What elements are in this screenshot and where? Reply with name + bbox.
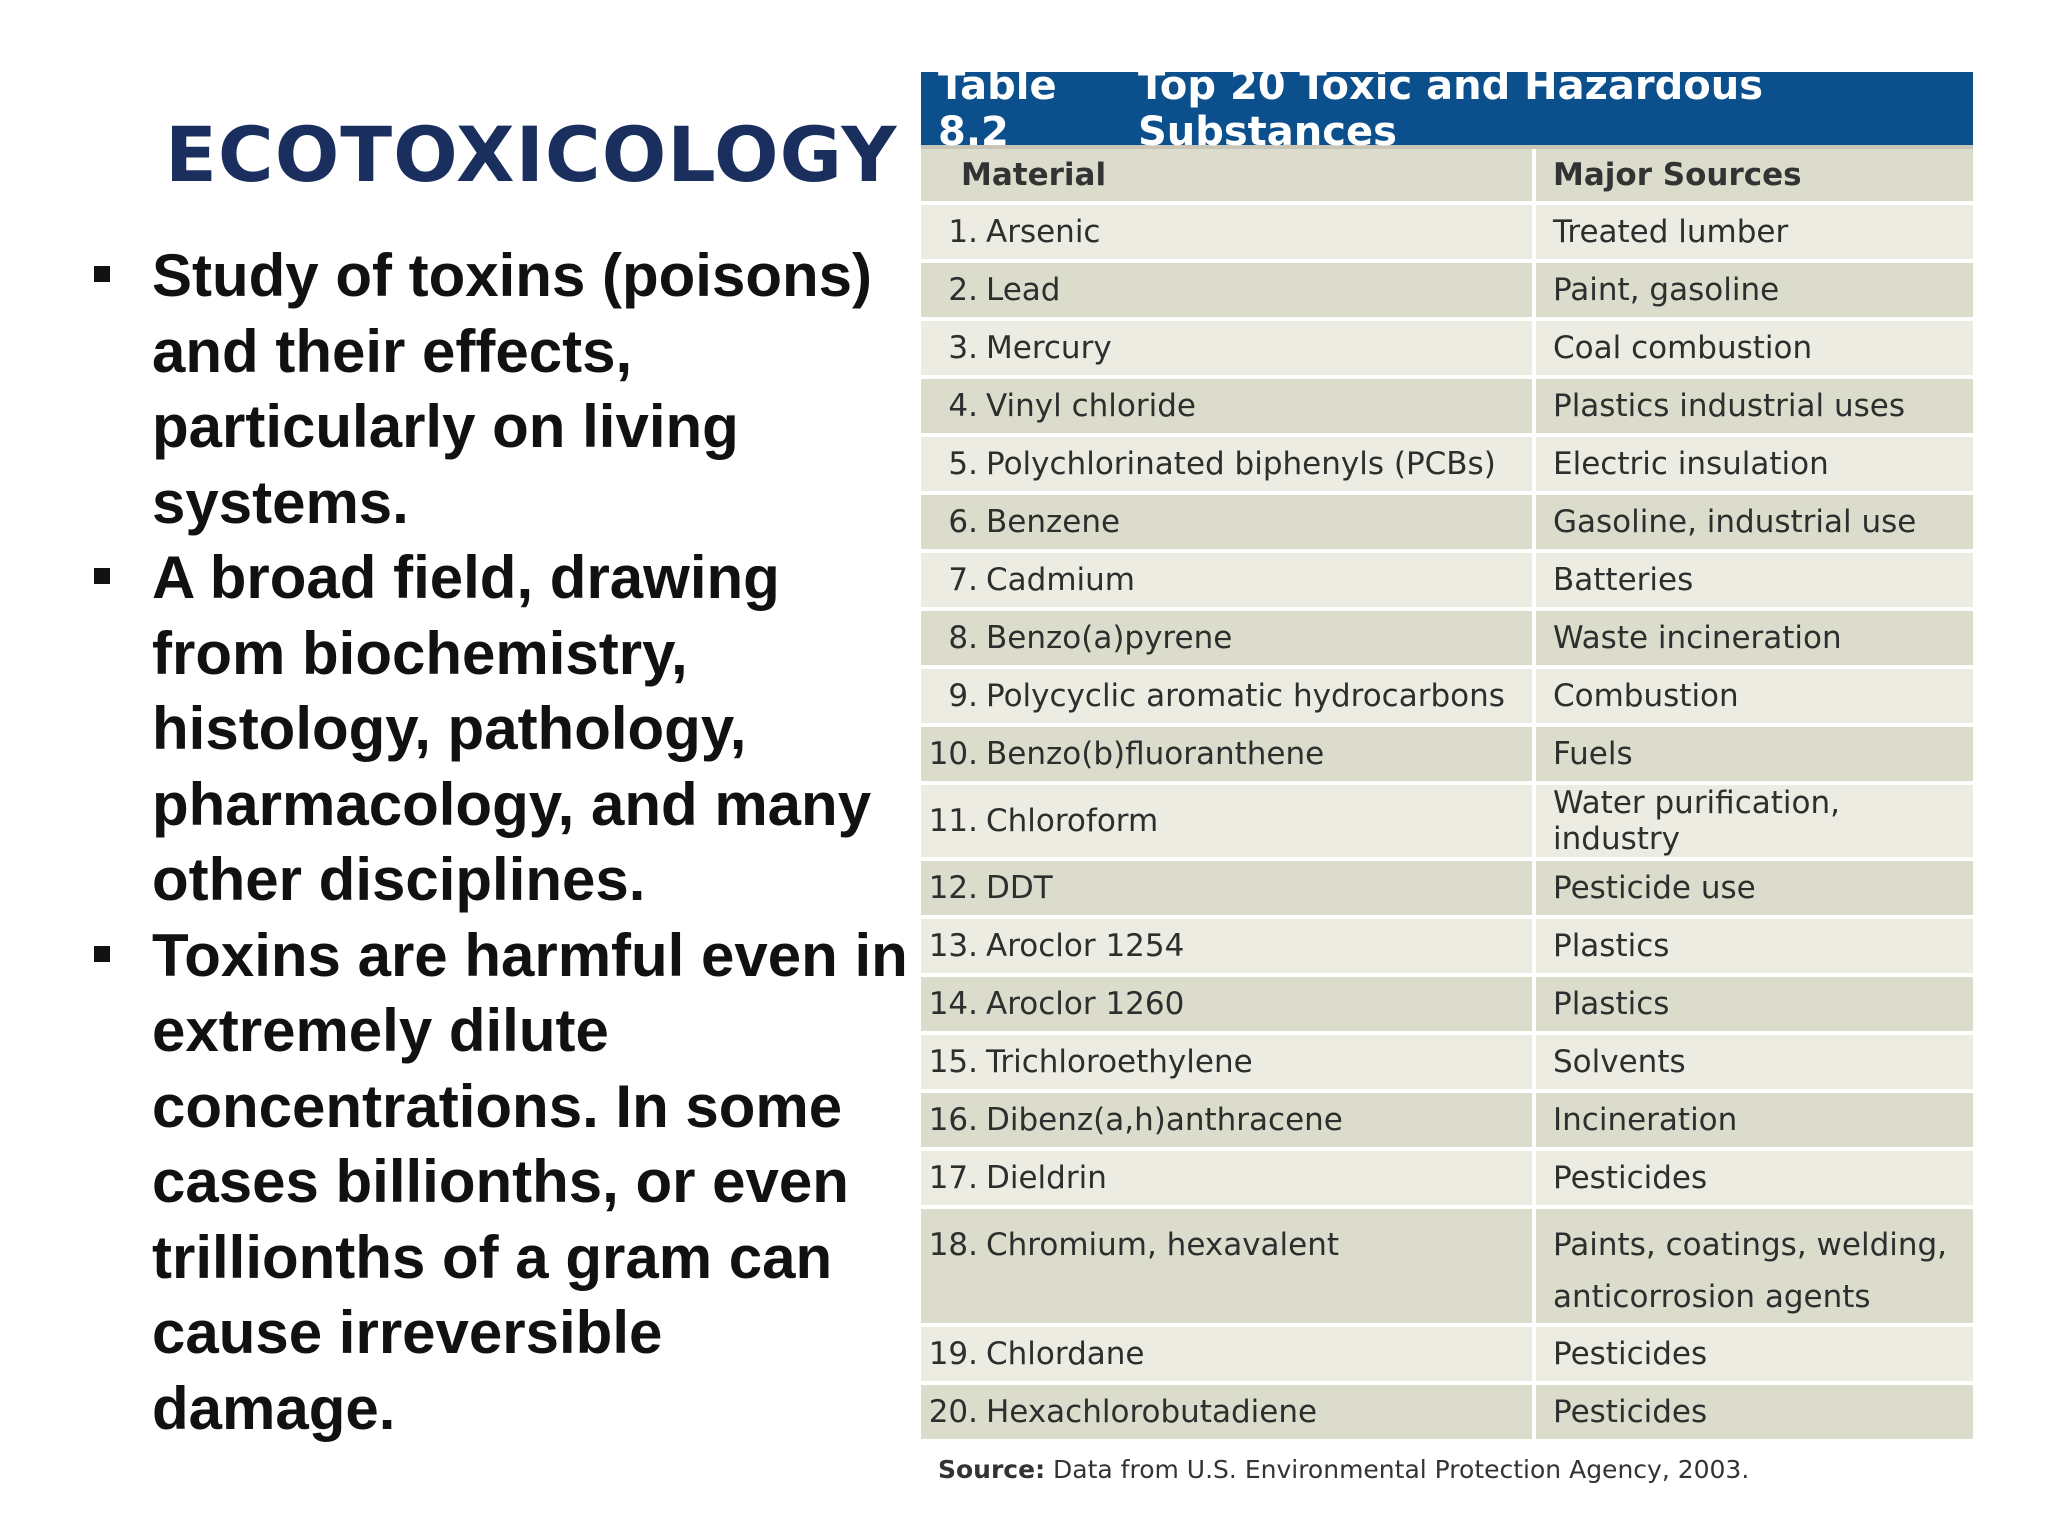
major-source-cell: Pesticides bbox=[1534, 1383, 1973, 1441]
material-cell bbox=[921, 917, 1534, 975]
row-number: 15. bbox=[928, 1044, 978, 1080]
material-cell bbox=[921, 493, 1534, 551]
material-cell bbox=[921, 435, 1534, 493]
substances-table-figure bbox=[921, 62, 1973, 1484]
material-name: Trichloroethylene bbox=[986, 1044, 1253, 1080]
material-cell bbox=[921, 1091, 1534, 1149]
bullet-list bbox=[88, 238, 908, 1446]
material-name: Arsenic bbox=[986, 214, 1101, 250]
material-cell bbox=[921, 551, 1534, 609]
major-source-cell: Paint, gasoline bbox=[1534, 261, 1973, 319]
table-caption bbox=[921, 62, 1973, 155]
material-name: Hexachlorobutadiene bbox=[986, 1394, 1318, 1430]
material-name: Aroclor 1260 bbox=[986, 986, 1185, 1022]
row-number: 7. bbox=[948, 562, 978, 598]
table-row bbox=[921, 551, 1973, 609]
material-name: Lead bbox=[986, 272, 1061, 308]
material-cell bbox=[921, 1149, 1534, 1207]
source-text: Data from U.S. Environmental Protection Agency, 2003. bbox=[1053, 1455, 1750, 1484]
row-number: 2. bbox=[948, 272, 978, 308]
major-source-cell: Gasoline, industrial use bbox=[1534, 493, 1973, 551]
material-name: Dibenz(a,h)anthracene bbox=[986, 1102, 1343, 1138]
major-source-cell: Electric insulation bbox=[1534, 435, 1973, 493]
major-source-cell: Plastics bbox=[1534, 975, 1973, 1033]
table-row bbox=[921, 377, 1973, 435]
table-row bbox=[921, 859, 1973, 917]
table-row bbox=[921, 667, 1973, 725]
material-name: Polycyclic aromatic hydrocarbons bbox=[986, 678, 1505, 714]
row-number: 6. bbox=[948, 504, 978, 540]
material-cell bbox=[921, 975, 1534, 1033]
major-source-cell: Pesticides bbox=[1534, 1325, 1973, 1383]
table-row bbox=[921, 261, 1973, 319]
major-source-cell: Treated lumber bbox=[1534, 203, 1973, 261]
bullet-text: Toxins are harmful even in extremely dilute concentrations. In some cases billionths, or even trillionths of a gram can cause irreversible damage. bbox=[152, 921, 908, 1442]
row-number: 5. bbox=[948, 446, 978, 482]
table-row bbox=[921, 1207, 1973, 1325]
square-bullet-icon bbox=[94, 568, 110, 584]
table-row bbox=[921, 1383, 1973, 1441]
table-row bbox=[921, 203, 1973, 261]
material-name: Chromium, hexavalent bbox=[986, 1227, 1340, 1263]
row-number: 10. bbox=[928, 736, 978, 772]
bullet-text: A broad field, drawing from biochemistry, histology, pathology, pharmacology, and many other disciplines. bbox=[152, 544, 872, 913]
major-source-cell: Combustion bbox=[1534, 667, 1973, 725]
material-cell bbox=[921, 1325, 1534, 1383]
material-name: Benzo(b)fluoranthene bbox=[986, 736, 1325, 772]
row-number: 18. bbox=[928, 1227, 978, 1263]
major-source-cell: Solvents bbox=[1534, 1033, 1973, 1091]
row-number: 12. bbox=[928, 870, 978, 906]
material-name: Polychlorinated biphenyls (PCBs) bbox=[986, 446, 1496, 482]
table-row bbox=[921, 783, 1973, 859]
table-header-row bbox=[921, 149, 1973, 203]
square-bullet-icon bbox=[94, 946, 110, 962]
column-header-major-sources: Major Sources bbox=[1534, 149, 1973, 203]
bullet-item bbox=[88, 918, 908, 1447]
major-source-cell: Plastics industrial uses bbox=[1534, 377, 1973, 435]
table-row bbox=[921, 1149, 1973, 1207]
table-row bbox=[921, 1325, 1973, 1383]
major-source-cell: Pesticide use bbox=[1534, 859, 1973, 917]
bullet-item bbox=[88, 238, 908, 540]
material-name: Benzene bbox=[986, 504, 1121, 540]
material-cell bbox=[921, 203, 1534, 261]
material-name: Dieldrin bbox=[986, 1160, 1107, 1196]
material-cell bbox=[921, 1033, 1534, 1091]
source-note bbox=[921, 1455, 1973, 1484]
table-row bbox=[921, 1033, 1973, 1091]
row-number: 19. bbox=[928, 1336, 978, 1372]
table-row bbox=[921, 435, 1973, 493]
major-source-cell: Water purification, industry bbox=[1534, 783, 1973, 859]
table-row bbox=[921, 725, 1973, 783]
table-row bbox=[921, 975, 1973, 1033]
row-number: 3. bbox=[948, 330, 978, 366]
major-source-cell: Waste incineration bbox=[1534, 609, 1973, 667]
table-body bbox=[921, 203, 1973, 1441]
table-row bbox=[921, 1091, 1973, 1149]
material-name: Cadmium bbox=[986, 562, 1135, 598]
material-name: Benzo(a)pyrene bbox=[986, 620, 1233, 656]
table-number: Table 8.2 bbox=[938, 62, 1057, 155]
column-header-material: Material bbox=[921, 149, 1534, 203]
material-cell bbox=[921, 377, 1534, 435]
major-source-cell: Pesticides bbox=[1534, 1149, 1973, 1207]
row-number: 13. bbox=[928, 928, 978, 964]
bullet-text: Study of toxins (poisons) and their effects, particularly on living systems. bbox=[152, 242, 872, 536]
row-number: 17. bbox=[928, 1160, 978, 1196]
table-row bbox=[921, 609, 1973, 667]
row-number: 1. bbox=[948, 214, 978, 250]
major-source-cell: Batteries bbox=[1534, 551, 1973, 609]
material-name: Vinyl chloride bbox=[986, 388, 1196, 424]
material-cell bbox=[921, 609, 1534, 667]
material-name: Chloroform bbox=[986, 803, 1159, 839]
material-name: DDT bbox=[986, 870, 1053, 906]
material-cell bbox=[921, 667, 1534, 725]
major-source-cell: Coal combustion bbox=[1534, 319, 1973, 377]
source-label: Source: bbox=[938, 1455, 1046, 1484]
row-number: 20. bbox=[928, 1394, 978, 1430]
material-cell bbox=[921, 261, 1534, 319]
major-source-cell: Plastics bbox=[1534, 917, 1973, 975]
table-title: Top 20 Toxic and Hazardous Substances bbox=[1137, 62, 1764, 155]
row-number: 4. bbox=[948, 388, 978, 424]
major-source-cell: Incineration bbox=[1534, 1091, 1973, 1149]
row-number: 9. bbox=[948, 678, 978, 714]
table-row bbox=[921, 319, 1973, 377]
table-row bbox=[921, 917, 1973, 975]
material-cell bbox=[921, 1383, 1534, 1441]
row-number: 11. bbox=[928, 803, 978, 839]
table-row bbox=[921, 493, 1973, 551]
row-number: 14. bbox=[928, 986, 978, 1022]
material-name: Chlordane bbox=[986, 1336, 1145, 1372]
square-bullet-icon bbox=[94, 266, 110, 282]
row-number: 16. bbox=[928, 1102, 978, 1138]
material-cell bbox=[921, 783, 1534, 859]
material-cell bbox=[921, 859, 1534, 917]
material-name: Mercury bbox=[986, 330, 1112, 366]
major-source-cell: Fuels bbox=[1534, 725, 1973, 783]
bullet-item bbox=[88, 540, 908, 918]
slide-title: ECOTOXICOLOGY bbox=[165, 110, 898, 199]
material-cell bbox=[921, 319, 1534, 377]
material-cell bbox=[921, 725, 1534, 783]
substances-table bbox=[921, 149, 1973, 1443]
material-name: Aroclor 1254 bbox=[986, 928, 1185, 964]
material-cell bbox=[921, 1207, 1534, 1325]
row-number: 8. bbox=[948, 620, 978, 656]
major-source-cell: Paints, coatings, welding, anticorrosion agents bbox=[1534, 1207, 1973, 1325]
